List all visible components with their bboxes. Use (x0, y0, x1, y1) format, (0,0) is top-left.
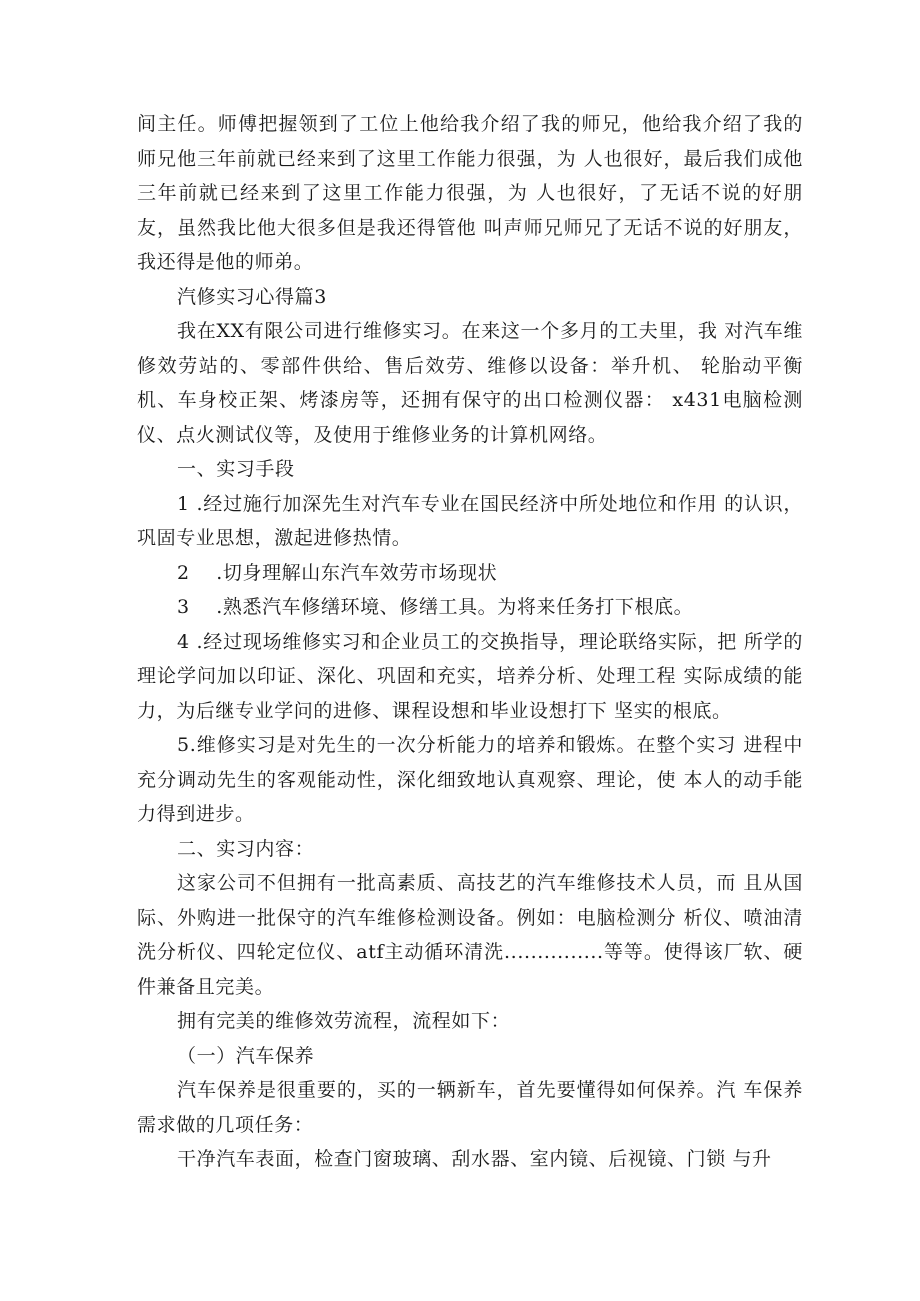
list-item-1: 1 .经过施行加深先生对汽车专业在国民经济中所处地位和作用 的认识，巩固专业思想，激起进修热情。 (137, 492, 803, 549)
paragraph-maintenance-importance: 汽车保养是很重要的，买的一辆新车，首先要懂得如何保养。汽 车保养需求做的几项任务： (137, 1079, 803, 1136)
section-title-internship-reflection-3: 汽修实习心得篇3 (177, 285, 327, 308)
heading-internship-methods: 一、实习手段 (177, 458, 295, 480)
paragraph-intro: 我在XX有限公司进行维修实习。在来这一个多月的工夫里，我 对汽车维修效劳站的、零部件供给、售后效劳、维修以设备：举升机、 轮胎动平衡机、车身校正架、烤漆房等，还拥有保守的出口检测仪器： x431电脑检测仪、点火测试仪等，及使用于维修业务的计算机网络。 (137, 320, 803, 446)
list-item-5: 5.维修实习是对先生的一次分析能力的培养和锻炼。在整个实习 进程中充分调动先生的客观能动性，深化细致地认真观察、理论，使 本人的动手能力得到进步。 (137, 734, 803, 825)
heading-internship-content: 二、实习内容： (177, 837, 315, 860)
paragraph-continuation: 间主任。师傅把握领到了工位上他给我介绍了我的师兄，他给我介绍了我的师兄他三年前就已经来到了这里工作能力很强，为 人也很好，最后我们成他三年前就已经来到了这里工作能力很强，为 人也很好，了无话不说的好朋友，虽然我比他大很多但是我还得管他 叫声师兄师兄了无话不说的好朋友，我还得是他的师弟。 (137, 113, 803, 273)
document-body (137, 107, 803, 1177)
list-item-4: 4 .经过现场维修实习和企业员工的交换指导，理论联络实际，把 所学的理论学问加以印证、深化、巩固和充实，培养分析、处理工程 实际成绩的能力，为后继专业学问的进修、课程设想和毕业设想打下 坚实的根底。 (137, 630, 803, 722)
paragraph-service-process: 拥有完美的维修效劳流程，流程如下： (177, 1010, 511, 1032)
paragraph-company-equipment: 这家公司不但拥有一批高素质、高技艺的汽车维修技术人员，而 且从国际、外购进一批保守的汽车维修检测设备。例如：电脑检测分 析仪、喷油清洗分析仪、四轮定位仪、atf主动循环清洗...............等等。使得该厂软、硬件兼备且完美。 (137, 872, 803, 998)
list-item-2: 2 .切身理解山东汽车效劳市场现状 (177, 561, 498, 584)
heading-car-maintenance: （一）汽车保养 (177, 1044, 315, 1067)
list-item-3: 3 .熟悉汽车修缮环境、修缮工具。为将来任务打下根底。 (177, 596, 694, 618)
paragraph-cleaning-checks: 干净汽车表面，检查门窗玻璃、刮水器、室内镜、后视镜、门锁 与升 (177, 1148, 772, 1170)
